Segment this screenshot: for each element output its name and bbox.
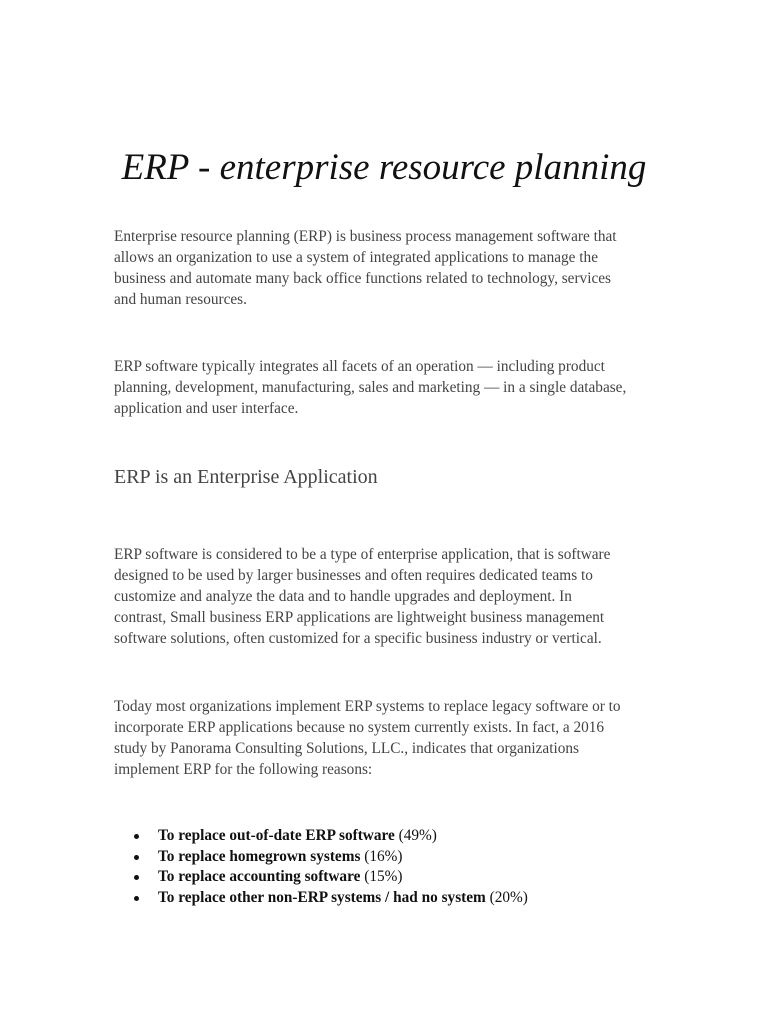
paragraph-integration <box>114 356 674 419</box>
text-line: application and user interface. <box>114 400 299 417</box>
list-item <box>114 867 528 888</box>
reason-text: To replace other non-ERP systems / had no system <box>158 888 486 906</box>
reason-percent: (16%) <box>364 847 403 865</box>
text-line: Enterprise resource planning (ERP) is business process management software that <box>114 228 617 245</box>
text-line: designed to be used by larger businesses and often requires dedicated teams to <box>114 567 593 584</box>
paragraph-enterprise-app <box>114 544 674 649</box>
section-heading: ERP is an Enterprise Application <box>114 466 378 488</box>
bullet-icon <box>134 875 139 880</box>
list-item <box>114 847 528 868</box>
text-line: Today most organizations implement ERP systems to replace legacy software or to <box>114 698 621 715</box>
bullet-icon <box>134 834 139 839</box>
bullet-icon <box>134 855 139 860</box>
document-title: ERP - enterprise resource planning <box>121 147 647 188</box>
reasons-list <box>114 826 528 908</box>
text-line: ERP software typically integrates all facets of an operation — including product <box>114 358 605 375</box>
reason-text: To replace homegrown systems <box>158 847 361 865</box>
reason-text: To replace accounting software <box>158 868 361 885</box>
text-line: planning, development, manufacturing, sales and marketing — in a single database, <box>114 379 627 396</box>
text-line: software solutions, often customized for a specific business industry or vertical. <box>114 630 602 647</box>
text-line: contrast, Small business ERP applications are lightweight business management <box>114 609 605 626</box>
text-line: incorporate ERP applications because no system currently exists. In fact, a 2016 <box>114 719 605 736</box>
paragraph-reasons-intro <box>114 696 674 780</box>
reason-percent: (15%) <box>364 868 403 885</box>
text-line: and human resources. <box>114 291 247 308</box>
text-line: study by Panorama Consulting Solutions, LLC., indicates that organizations <box>114 740 579 757</box>
bullet-icon <box>134 896 139 901</box>
list-item <box>114 826 528 847</box>
text-line: ERP software is considered to be a type of enterprise application, that is software <box>114 546 611 563</box>
text-line: implement ERP for the following reasons: <box>114 761 373 778</box>
reason-percent: (49%) <box>398 827 437 844</box>
text-line: allows an organization to use a system of integrated applications to manage the <box>114 249 598 266</box>
paragraph-intro <box>114 226 674 310</box>
text-line: customize and analyze the data and to handle upgrades and deployment. In <box>114 588 572 605</box>
reason-percent: (20%) <box>489 888 528 906</box>
list-item <box>114 888 528 909</box>
reason-text: To replace out-of-date ERP software <box>158 827 395 844</box>
text-line: business and automate many back office functions related to technology, services <box>114 270 611 287</box>
